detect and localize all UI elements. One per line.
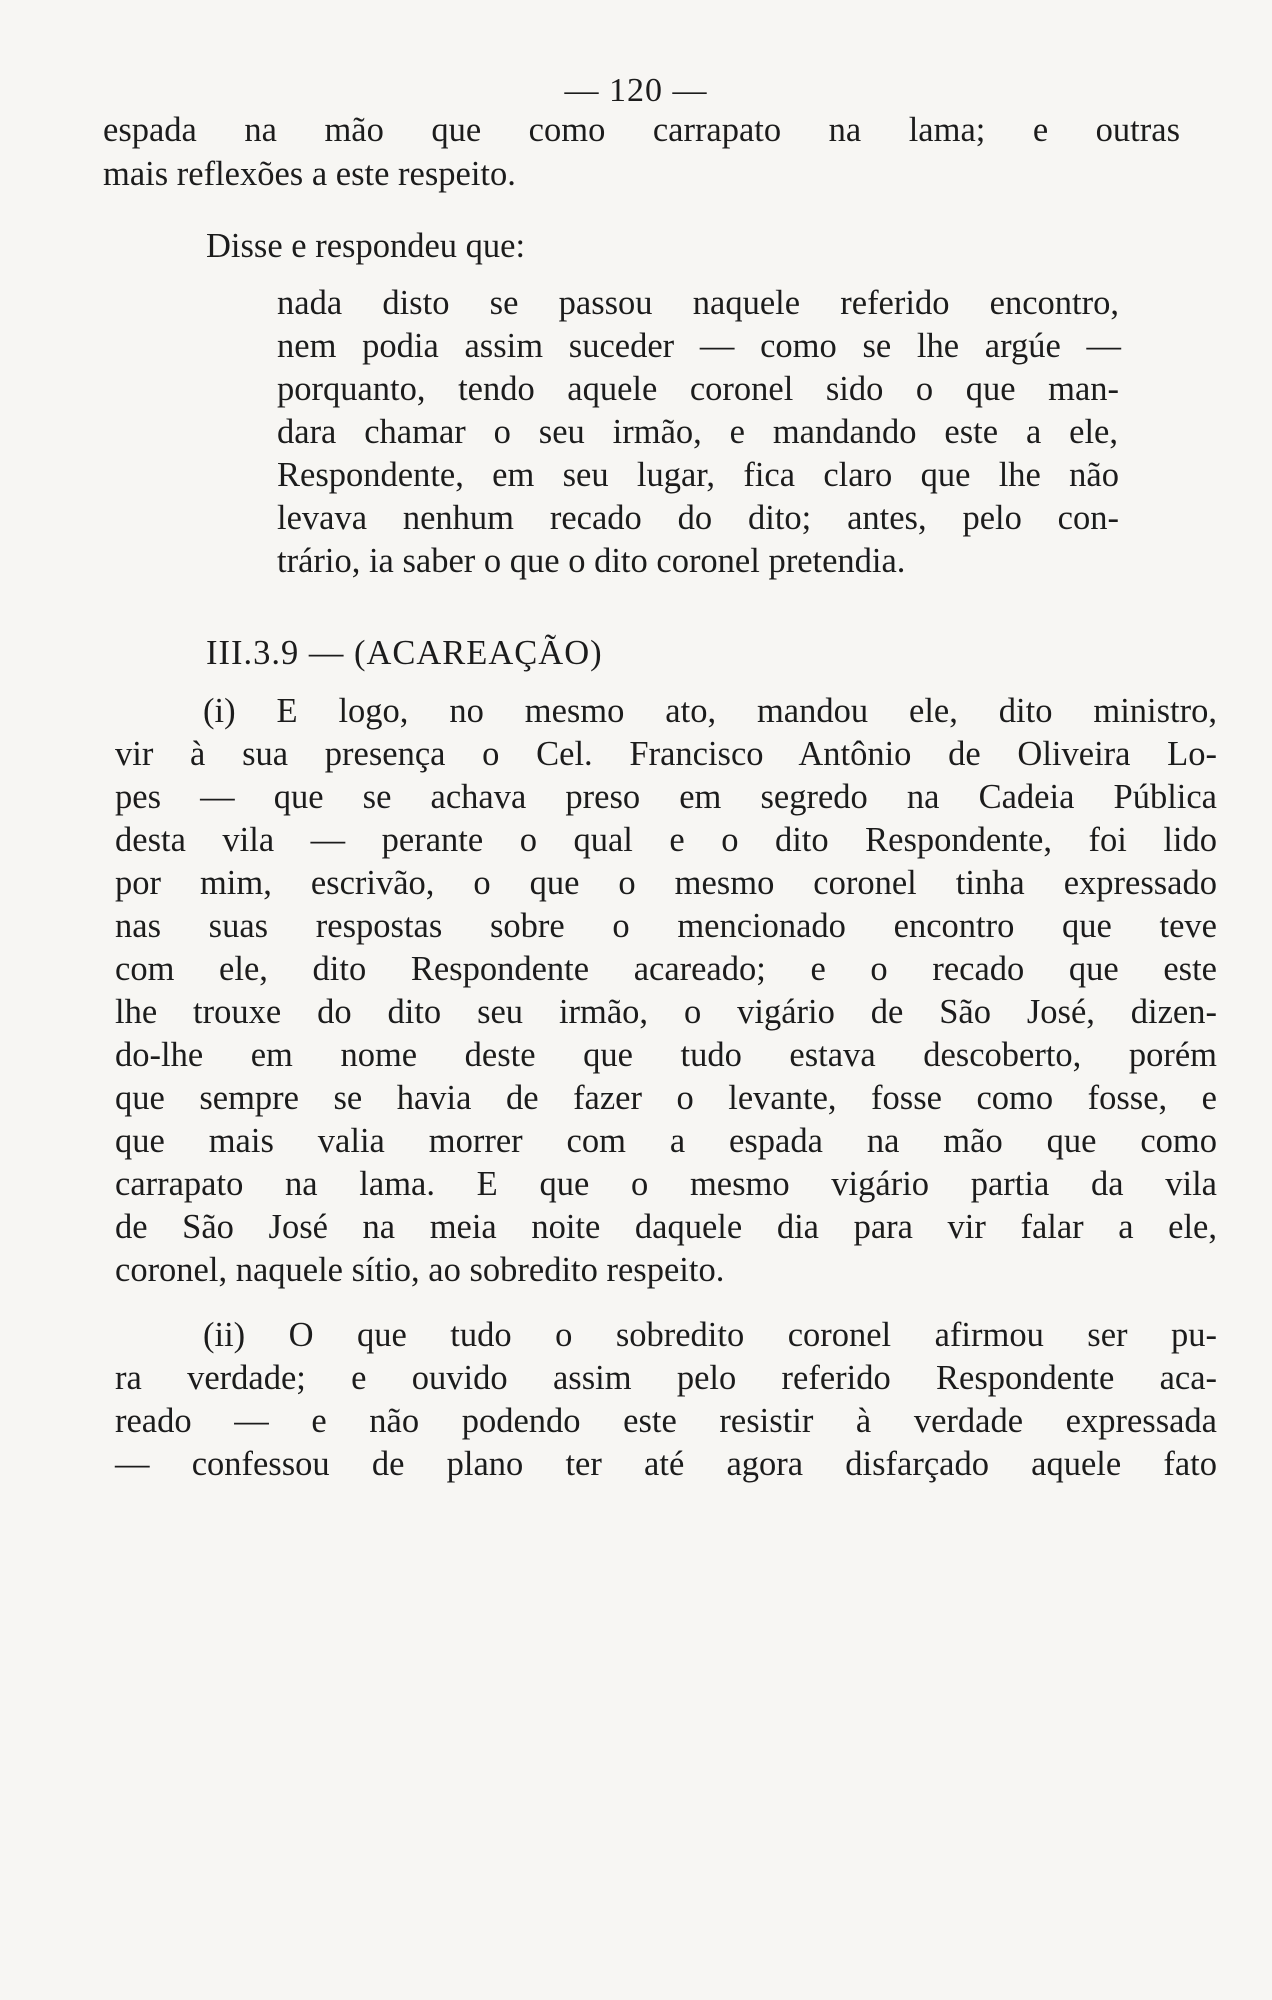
paragraph-line: reado — e não podendo este resistir à verdade expressada	[115, 1402, 1217, 1440]
quote-line: nada disto se passou naquele referido encontro,	[277, 284, 1119, 322]
paragraph-line: vir à sua presença o Cel. Francisco Antônio de Oliveira Lo-	[115, 735, 1217, 773]
paragraph-line: (ii) O que tudo o sobredito coronel afirmou ser pu-	[203, 1316, 1217, 1354]
paragraph-line: pes — que se achava preso em segredo na Cadeia Pública	[115, 778, 1217, 816]
paragraph-line: desta vila — perante o qual e o dito Respondente, foi lido	[115, 821, 1217, 859]
paragraph-line: que mais valia morrer com a espada na mão que como	[115, 1122, 1217, 1160]
paragraph-line: carrapato na lama. E que o mesmo vigário partia da vila	[115, 1165, 1217, 1203]
paragraph-line: do-lhe em nome deste que tudo estava descoberto, porém	[115, 1036, 1217, 1074]
quote-line: trário, ia saber o que o dito coronel pretendia.	[277, 542, 906, 580]
paragraph-line: com ele, dito Respondente acareado; e o recado que este	[115, 950, 1217, 988]
paragraph-line: de São José na meia noite daquele dia para vir falar a ele,	[115, 1208, 1217, 1246]
quote-line: levava nenhum recado do dito; antes, pelo con-	[277, 499, 1119, 537]
paragraph-line: coronel, naquele sítio, ao sobredito respeito.	[115, 1251, 725, 1289]
paragraph-line: lhe trouxe do dito seu irmão, o vigário de São José, dizen-	[115, 993, 1217, 1031]
quote-line: porquanto, tendo aquele coronel sido o que man-	[277, 370, 1119, 408]
section-heading: III.3.9 — (ACAREAÇÃO)	[206, 634, 603, 672]
paragraph-line: nas suas respostas sobre o mencionado encontro que teve	[115, 907, 1217, 945]
quote-line: nem podia assim suceder — como se lhe argúe —	[277, 327, 1121, 365]
text-line: espada na mão que como carrapato na lama; e outras	[103, 111, 1180, 149]
text-line: mais reflexões a este respeito.	[103, 155, 516, 193]
paragraph-line: ra verdade; e ouvido assim pelo referido Respondente aca-	[115, 1359, 1217, 1397]
quote-line: dara chamar o seu irmão, e mandando este a ele,	[277, 413, 1118, 451]
paragraph-line: — confessou de plano ter até agora disfarçado aquele fato	[115, 1445, 1217, 1483]
paragraph-line: (i) E logo, no mesmo ato, mandou ele, dito ministro,	[203, 692, 1217, 730]
page-number: — 120 —	[564, 72, 708, 109]
paragraph-line: por mim, escrivão, o que o mesmo coronel tinha expressado	[115, 864, 1217, 902]
reply-intro: Disse e respondeu que:	[206, 227, 526, 265]
paragraph-line: que sempre se havia de fazer o levante, fosse como fosse, e	[115, 1079, 1217, 1117]
quote-line: Respondente, em seu lugar, fica claro que lhe não	[277, 456, 1119, 494]
